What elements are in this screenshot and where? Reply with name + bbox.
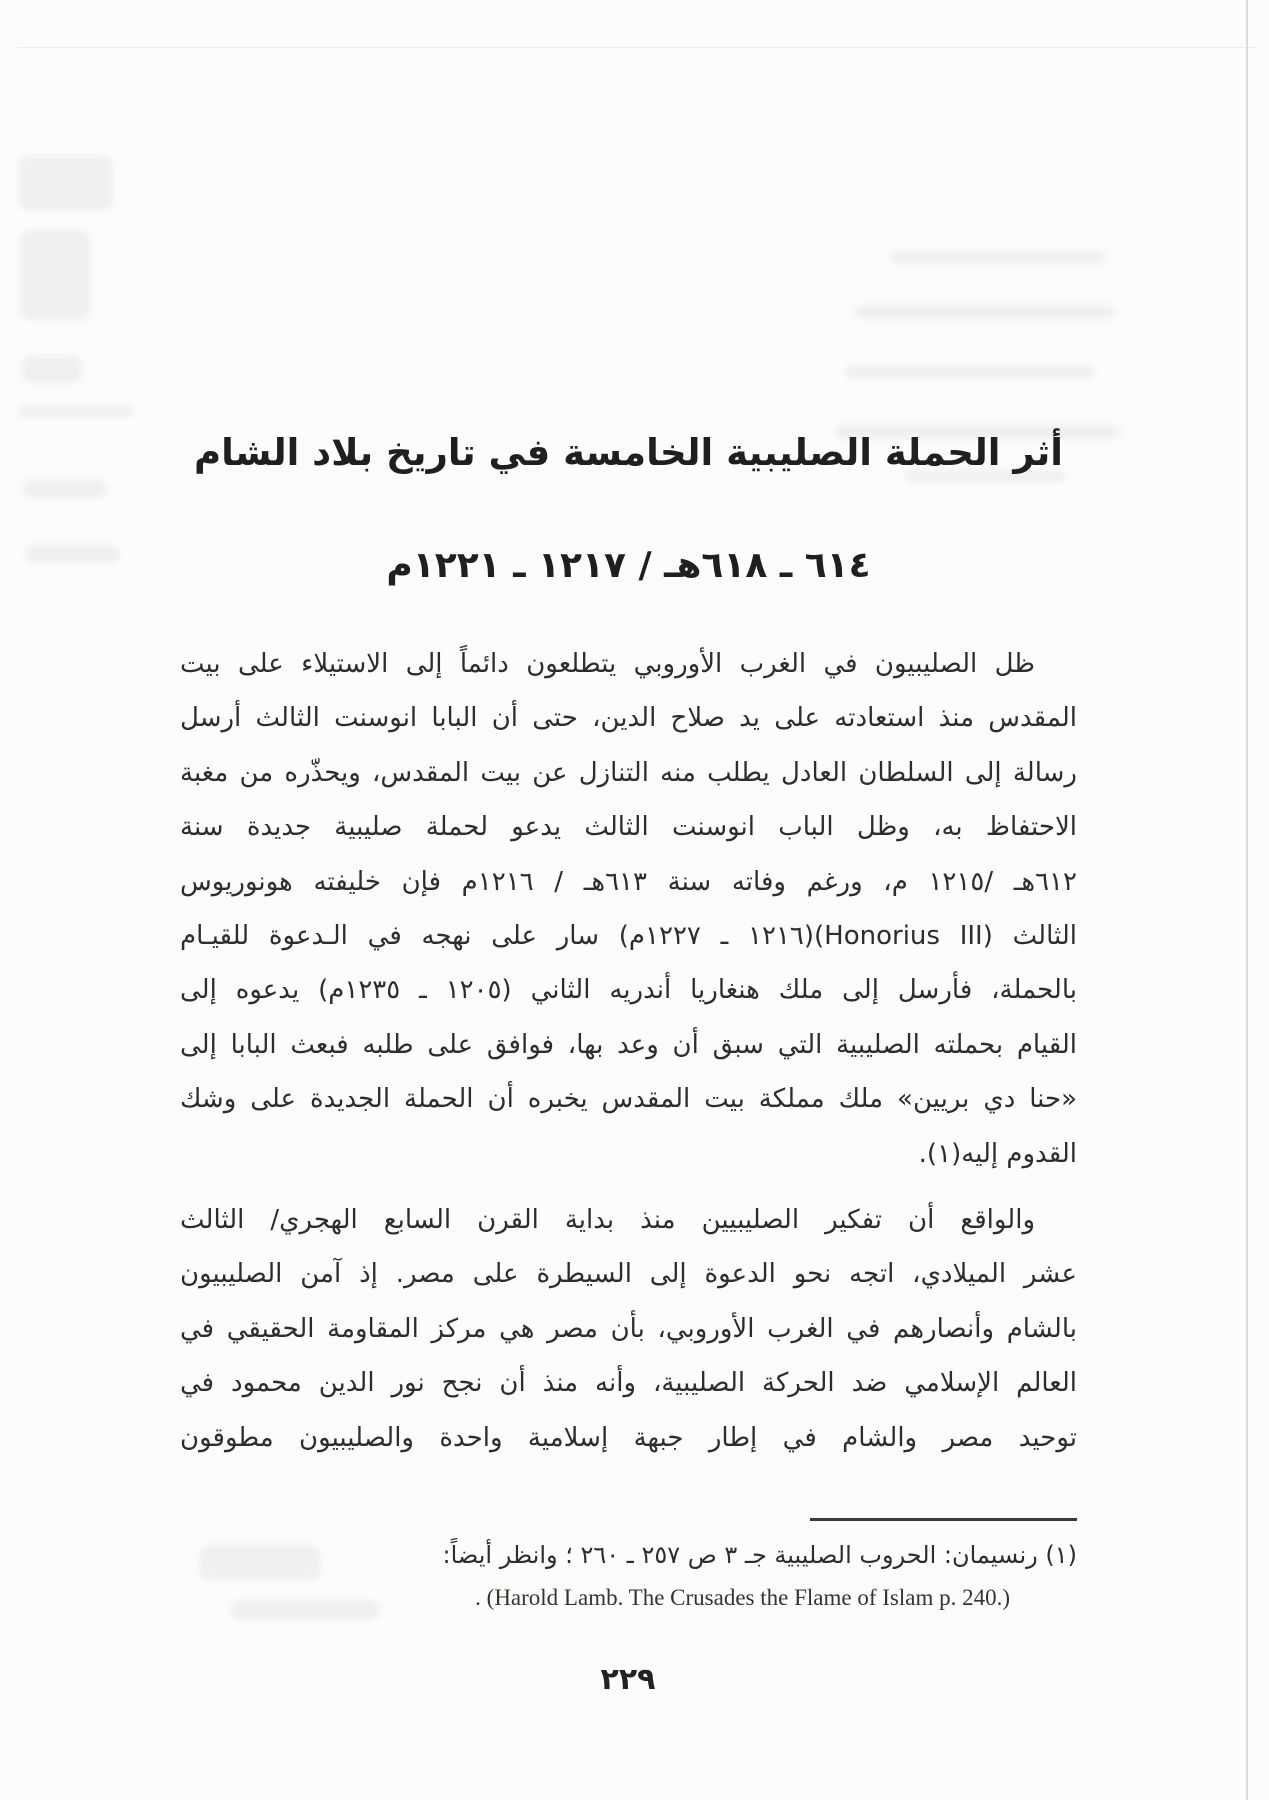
body-line: العالم الإسلامي ضد الحركة الصليبية، وأنه منذ أن نجح نور الدين محمود في [180, 1368, 1077, 1399]
body-line: المقدس منذ استعادته على يد صلاح الدين، حتى أن البابا انوسنت الثالث أرسل [180, 703, 1077, 734]
body-line: توحيد مصر والشام في إطار جبهة إسلامية واحدة والصليبيون مطوقون [180, 1422, 1077, 1453]
chapter-title-dates: ٦١٤ ـ ٦١٨هـ / ١٢١٧ ـ ١٢٢١م [386, 545, 871, 587]
bleedthrough-smudge [845, 365, 1095, 379]
bleedthrough-smudge [18, 155, 113, 210]
bleedthrough-smudge [22, 355, 82, 383]
body-line: والواقع أن تفكير الصليبيين منذ بداية القرن السابع الهجري/ الثالث [180, 1205, 1035, 1236]
paragraph-1 [180, 637, 1077, 1181]
scan-edge-line-right [1246, 0, 1248, 1800]
chapter-title: أثر الحملة الصليبية الخامسة في تاريخ بلاد الشام [194, 430, 1063, 474]
body-line: القيام بحملته الصليبية التي سبق أن وعد بها، فوافق على طلبه فبعث البابا إلى [180, 1029, 1077, 1060]
footnote-latin-reference: . (Harold Lamb. The Crusades the Flame of Islam p. 240.) [475, 1585, 1010, 1610]
body-line: القدوم إليه(١). [918, 1138, 1077, 1169]
body-text [180, 637, 1077, 1465]
body-line: «حنا دي بريين» ملك مملكة بيت المقدس يخبره أن الحملة الجديدة على وشك [180, 1084, 1077, 1115]
body-line: ٦١٢هـ /١٢١٥ م، ورغم وفاته سنة ٦١٣هـ / ١٢١٦م فإن خليفته هونوريوس [180, 866, 1077, 897]
footnote-arabic: (١) رنسيمان: الحروب الصليبية جـ ٣ ص ٢٥٧ ـ ٢٦٠ ؛ وانظر أيضاً: [442, 1541, 1077, 1569]
body-line: ظل الصليبيون في الغرب الأوروبي يتطلعون دائماً إلى الاستيلاء على بيت [180, 649, 1035, 679]
bleedthrough-smudge [22, 480, 107, 498]
paragraph-2 [180, 1193, 1077, 1465]
body-line: رسالة إلى السلطان العادل يطلب منه التنازل عن بيت المقدس، ويحذّره من مغبة [180, 757, 1077, 788]
bleedthrough-smudge [890, 250, 1105, 264]
bleedthrough-smudge [20, 230, 90, 320]
bleedthrough-smudge [18, 405, 133, 417]
footnote [180, 1534, 1077, 1618]
page-number: ٢٢٩ [600, 1662, 656, 1697]
body-line: بالشام وأنصارهم في الغرب الأوروبي، بأن مصر هي مركز المقاومة الحقيقي في [180, 1313, 1077, 1344]
bleedthrough-smudge [25, 545, 120, 563]
body-line: بالحملة، فأرسل إلى ملك هنغاريا أندريه الثاني (١٢٠٥ ـ ١٢٣٥م) يدعوه إلى [180, 975, 1077, 1006]
bleedthrough-smudge [855, 305, 1115, 319]
body-line: الاحتفاظ به، وظل الباب انوسنت الثالث يدعو لحملة صليبية جديدة سنة [180, 812, 1077, 843]
body-line: عشر الميلادي، اتجه نحو الدعوة إلى السيطرة على مصر. إذ آمن الصليبيون [180, 1259, 1077, 1290]
scan-edge-line-top [18, 47, 1258, 48]
footnote-separator [810, 1518, 1077, 1521]
body-line: الثالث (Honorius III)(١٢١٦ ـ ١٢٢٧م) سار على نهجه في الـدعوة للقيـام [180, 921, 1077, 952]
